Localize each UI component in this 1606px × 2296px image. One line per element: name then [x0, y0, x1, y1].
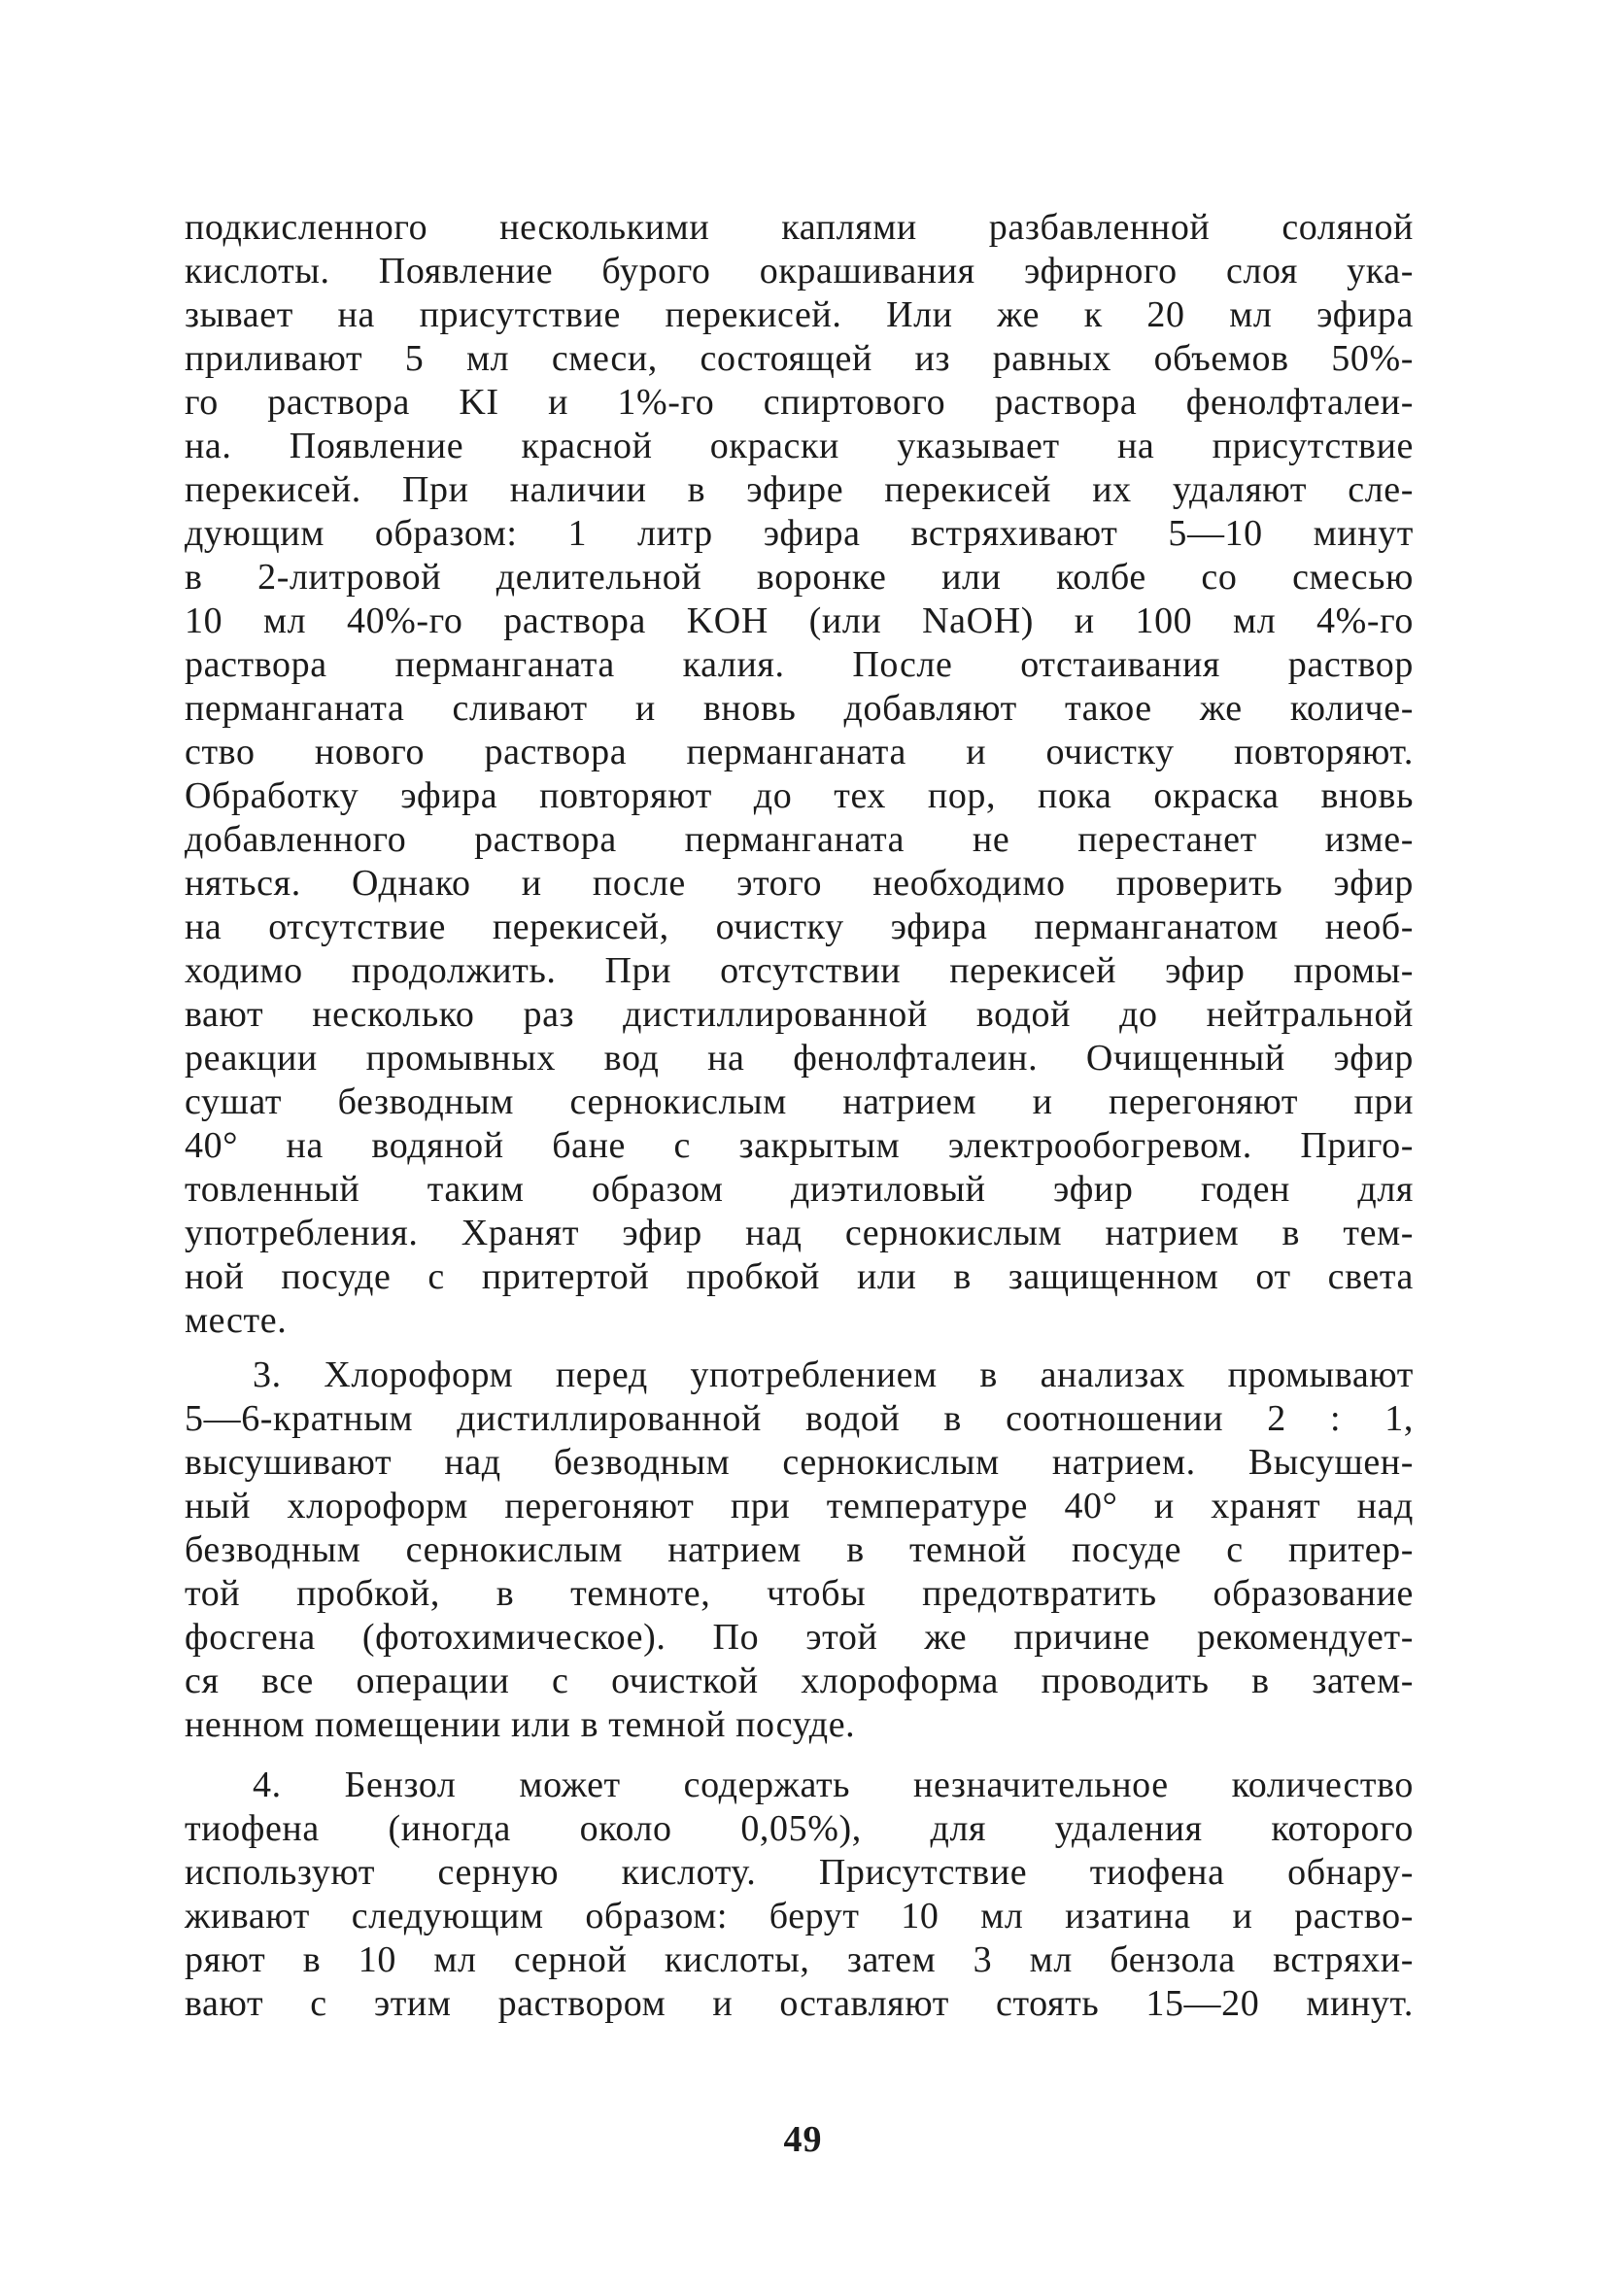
text-line: подкисленного несколькими каплями разбавленной соляной [185, 207, 1414, 248]
text-line: безводным сернокислым натрием в темной посуде с притер- [185, 1529, 1414, 1570]
text-line: 5—6-кратным дистиллированной водой в соотношении 2 : 1, [185, 1398, 1414, 1439]
text-line: перекисей. При наличии в эфире перекисей их удаляют сле- [185, 469, 1414, 510]
text-line: 4. Бензол может содержать незначительное количество [253, 1765, 1414, 1805]
text-line: го раствора KI и 1%-го спиртового раствора фенолфталеи- [185, 382, 1414, 423]
text-line: живают следующим образом: берут 10 мл изатина и раство- [185, 1896, 1414, 1936]
text-line: Обработку эфира повторяют до тех пор, пока окраска вновь [185, 775, 1414, 816]
text-line: ся все операции с очисткой хлороформа проводить в затем- [185, 1661, 1414, 1701]
text-line: месте. [185, 1300, 288, 1341]
text-line: ной посуде с притертой пробкой или в защищенном от света [185, 1256, 1414, 1297]
text-line: ряют в 10 мл серной кислоты, затем 3 мл бензола встряхи- [185, 1939, 1414, 1980]
text-line: употребления. Хранят эфир над сернокислым натрием в тем- [185, 1213, 1414, 1253]
text-line: на. Появление красной окраски указывает на присутствие [185, 426, 1414, 466]
text-line: 40° на водяной бане с закрытым электрообогревом. Приго- [185, 1125, 1414, 1166]
text-line: тиофена (иногда около 0,05%), для удаления которого [185, 1808, 1414, 1849]
paragraph-ether-purification [185, 206, 1414, 1343]
text-line: раствора перманганата калия. После отстаивания раствор [185, 644, 1414, 685]
text-line: сушат безводным сернокислым натрием и перегоняют при [185, 1081, 1414, 1122]
text-line: той пробкой, в темноте, чтобы предотвратить образование [185, 1573, 1414, 1614]
text-line: фосгена (фотохимическое). По этой же причине рекомендует- [185, 1617, 1414, 1658]
text-line: зывает на присутствие перекисей. Или же к 20 мл эфира [185, 294, 1414, 335]
text-line: 3. Хлороформ перед употреблением в анализах промывают [253, 1354, 1414, 1395]
text-line: используют серную кислоту. Присутствие тиофена обнару- [185, 1852, 1414, 1893]
text-line: ходимо продолжить. При отсутствии перекисей эфир промы- [185, 950, 1414, 991]
paragraph-benzene [185, 1764, 1414, 2026]
text-line: на отсутствие перекисей, очистку эфира перманганатом необ- [185, 907, 1414, 947]
text-line: в 2-литровой делительной воронке или колбе со смесью [185, 557, 1414, 598]
paragraph-chloroform [185, 1354, 1414, 1747]
text-line: приливают 5 мл смеси, состоящей из равных объемов 50%- [185, 338, 1414, 379]
text-line: высушивают над безводным сернокислым натрием. Высушен- [185, 1442, 1414, 1483]
text-line: ненном помещении или в темной посуде. [185, 1704, 856, 1745]
text-line: перманганата сливают и вновь добавляют такое же количе- [185, 688, 1414, 729]
text-line: няться. Однако и после этого необходимо проверить эфир [185, 863, 1414, 904]
text-line: вают несколько раз дистиллированной водой до нейтральной [185, 994, 1414, 1035]
text-line: ный хлороформ перегоняют при температуре 40° и хранят над [185, 1486, 1414, 1526]
text-line: дующим образом: 1 литр эфира встряхивают 5—10 минут [185, 513, 1414, 554]
text-line: добавленного раствора перманганата не перестанет изме- [185, 819, 1414, 860]
text-line: товленный таким образом диэтиловый эфир годен для [185, 1169, 1414, 1210]
text-line: вают с этим раствором и оставляют стоять 15—20 минут. [185, 1983, 1414, 2024]
text-line: кислоты. Появление бурого окрашивания эфирного слоя ука- [185, 251, 1414, 291]
text-line: ство нового раствора перманганата и очистку повторяют. [185, 732, 1414, 772]
text-line: 10 мл 40%-го раствора KOH (или NaOH) и 100 мл 4%-го [185, 600, 1414, 641]
text-line: реакции промывных вод на фенолфталеин. Очищенный эфир [185, 1038, 1414, 1079]
page-number: 49 [783, 2119, 823, 2160]
